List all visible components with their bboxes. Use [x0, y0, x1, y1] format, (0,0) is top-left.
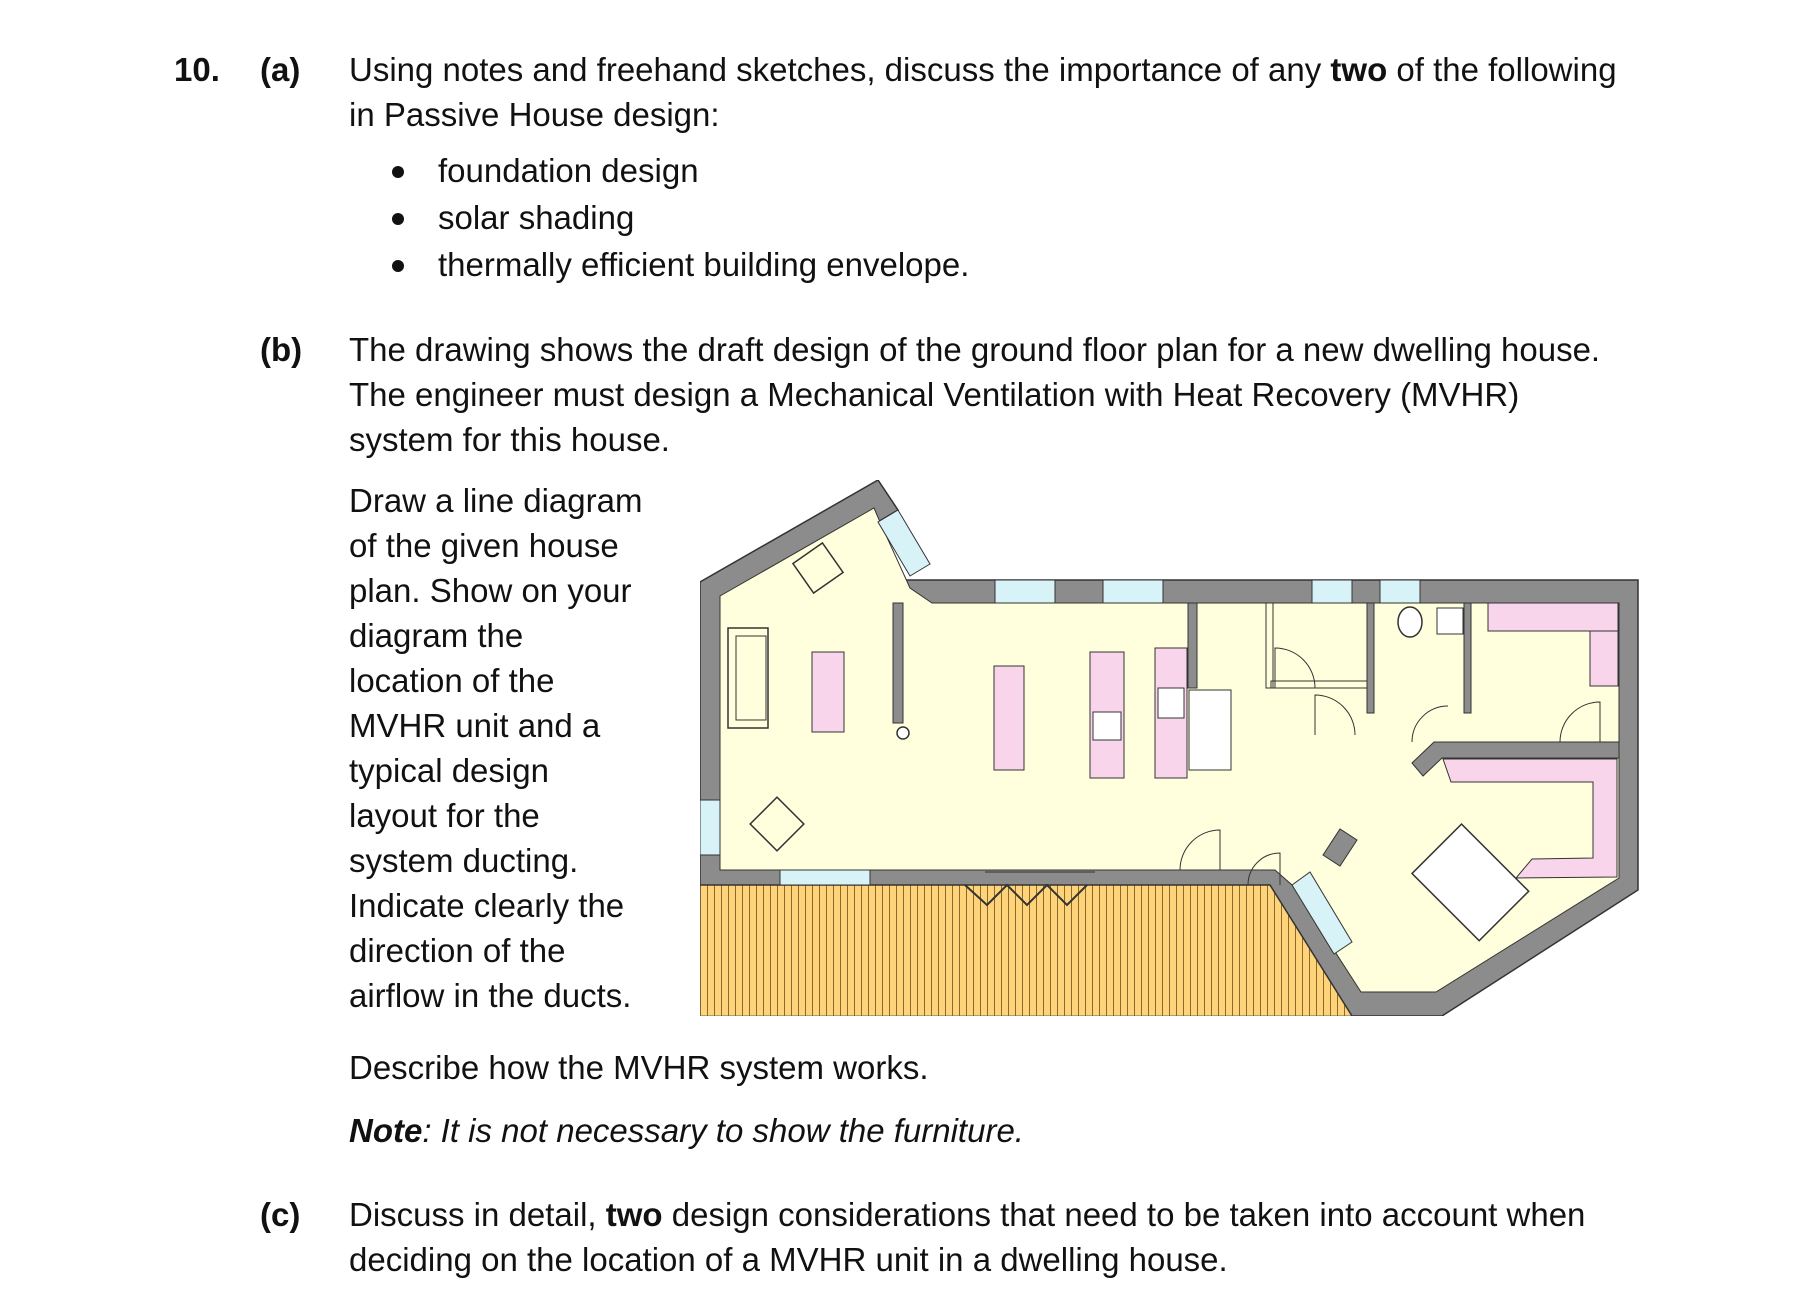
- instruction-line: airflow in the ducts.: [349, 977, 632, 1014]
- part-b-intro-line: system for this house.: [349, 421, 670, 458]
- instruction-line: Draw a line diagram: [349, 482, 643, 519]
- instruction-line: MVHR unit and a: [349, 707, 601, 744]
- interior-wall: [1188, 603, 1197, 688]
- hob: [1093, 712, 1121, 740]
- instruction-line: plan. Show on your: [349, 572, 632, 609]
- part-b-intro-line: The engineer must design a Mechanical Ventilation with Heat Recovery (MVHR): [349, 376, 1520, 413]
- bullet-item: thermally efficient building envelope.: [384, 242, 969, 289]
- dining-table: [994, 666, 1024, 770]
- window: [1312, 580, 1352, 603]
- part-a-text-bold: two: [1330, 51, 1388, 88]
- stove: [897, 727, 909, 739]
- ground-floor-plan: [700, 480, 1648, 1016]
- part-b-label: (b): [260, 331, 303, 368]
- question-number: 10.: [174, 51, 220, 88]
- staircase: [1189, 690, 1231, 770]
- instruction-line: system ducting.: [349, 842, 579, 879]
- bullet-item: foundation design: [384, 148, 969, 195]
- note-rest: : It is not necessary to show the furniture.: [422, 1112, 1024, 1149]
- part-b-intro: [349, 327, 1769, 462]
- instruction-line: Indicate clearly the: [349, 887, 625, 924]
- interior-wall: [893, 603, 903, 723]
- interior-wall: [1367, 603, 1374, 713]
- part-b-intro-line: The drawing shows the draft design of the ground floor plan for a new dwelling house.: [349, 331, 1601, 368]
- window: [1380, 580, 1420, 603]
- part-a-label: (a): [260, 51, 301, 88]
- part-c-text-after: design considerations that need to be taken into account when: [662, 1196, 1586, 1233]
- part-b-note: [349, 1108, 1769, 1153]
- part-a-text-after: of the following: [1387, 51, 1617, 88]
- window: [995, 580, 1055, 603]
- cabinet-run: [1488, 603, 1618, 631]
- window: [700, 800, 720, 855]
- part-a-text-line2: in Passive House design:: [349, 96, 720, 133]
- interior-wall: [1464, 603, 1471, 713]
- part-a-text: [349, 47, 1769, 137]
- part-c-text-before: Discuss in detail,: [349, 1196, 606, 1233]
- part-a-text-before: Using notes and freehand sketches, discuss the importance of any: [349, 51, 1331, 88]
- instruction-line: layout for the: [349, 797, 540, 834]
- cabinet-run: [1590, 631, 1618, 686]
- note-lead: Note: [349, 1112, 423, 1149]
- part-c-label: (c): [260, 1196, 301, 1233]
- toilet: [1398, 607, 1422, 637]
- instruction-line: diagram the: [349, 617, 524, 654]
- part-c-text: [349, 1192, 1769, 1282]
- coffee-table: [812, 652, 844, 732]
- part-b-instructions: [349, 478, 669, 1018]
- window: [1103, 580, 1163, 603]
- shower-tray: [1437, 608, 1463, 634]
- part-c-text-bold: two: [605, 1196, 663, 1233]
- instruction-line: direction of the: [349, 932, 566, 969]
- instruction-line: location of the: [349, 662, 555, 699]
- instruction-line: of the given house: [349, 527, 619, 564]
- part-c-text-line2: deciding on the location of a MVHR unit in a dwelling house.: [349, 1241, 1228, 1278]
- window: [780, 870, 870, 885]
- part-a-bullet-list: [384, 148, 969, 289]
- instruction-line: typical design: [349, 752, 549, 789]
- bullet-item: solar shading: [384, 195, 969, 242]
- part-b-describe: Describe how the MVHR system works.: [349, 1049, 929, 1086]
- sink: [1158, 688, 1184, 718]
